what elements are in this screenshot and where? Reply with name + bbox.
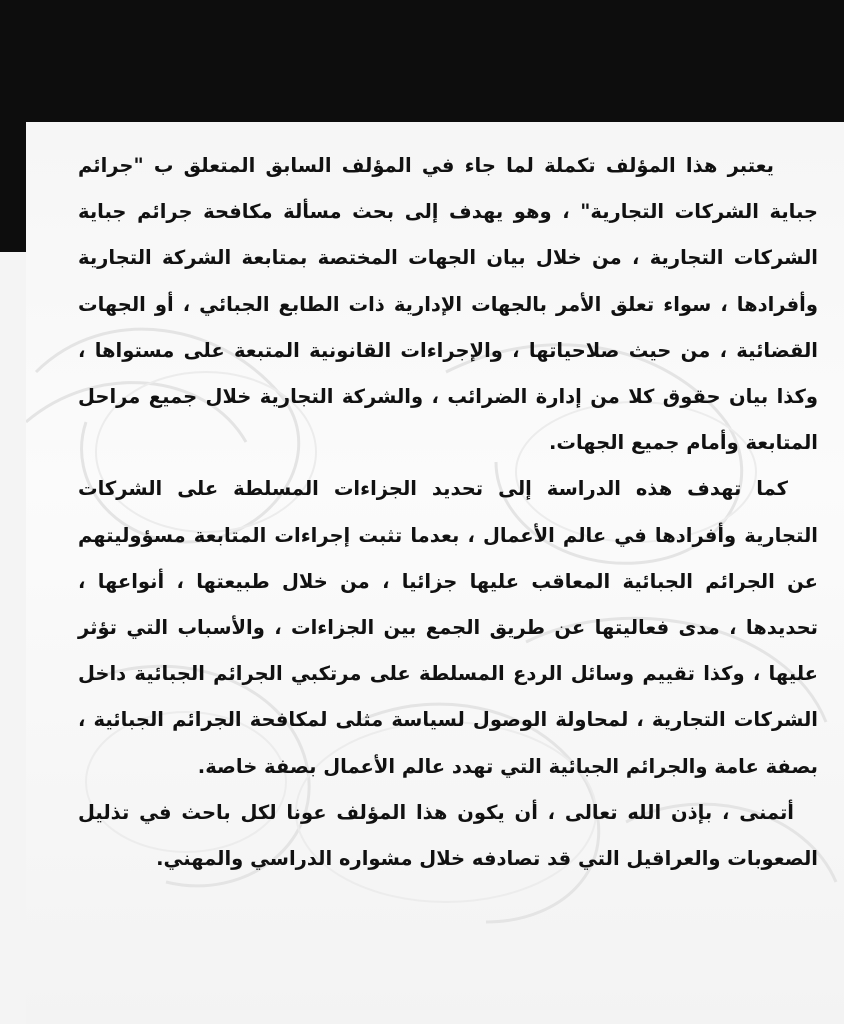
dark-background-top — [0, 0, 844, 122]
paragraph-1: يعتبر هذا المؤلف تكملة لما جاء في المؤلف السابق المتعلق ب "جرائم جباية الشركات التجارية" ، وهو يهدف إلى بحث مسألة مكافحة جرائم جباية الشركات التجارية ، من خلال بيان الجهات المختصة بمتابعة الشركة التجارية وأفرادها ، سواء تعلق الأمر بالجهات الإدارية ذات الطابع الجبائي ، أو الجهات القضائية ، من حيث صلاحياتها ، والإجراءات القانونية المتبعة على مستواها ، وكذا بيان حقوق كلا من إدارة الضرائب ، والشركة التجارية خلال جميع مراحل المتابعة وأمام جميع الجهات. — [78, 154, 818, 455]
paragraph-3: أتمنى ، بإذن الله تعالى ، أن يكون هذا المؤلف عونا لكل باحث في تذليل الصعوبات والعراقيل التي قد تصادفه خلال مشواره الدراسي والمهني. — [78, 800, 818, 871]
paragraph-2: كما تهدف هذه الدراسة إلى تحديد الجزاءات المسلطة على الشركات التجارية وأفرادها في عالم الأعمال ، بعدما تثبت إجراءات المتابعة مسؤوليتهم عن الجرائم الجبائية المعاقب عليها جزائيا ، من خلال طبيعتها ، أنواعها ، تحديدها ، مدى فعاليتها عن طريق الجمع بين الجزاءات ، والأسباب التي تؤثر عليها ، وكذا تقييم وسائل الردع المسلطة على مرتكبي الجرائم الجبائية داخل الشركات التجارية ، لمحاولة الوصول لسياسة مثلى لمكافحة الجرائم الجبائية ، بصفة عامة والجرائم الجبائية التي تهدد عالم الأعمال بصفة خاصة. — [78, 477, 818, 778]
body-text — [78, 143, 818, 882]
paper-edge — [0, 252, 26, 1024]
dark-background-left — [0, 122, 26, 252]
